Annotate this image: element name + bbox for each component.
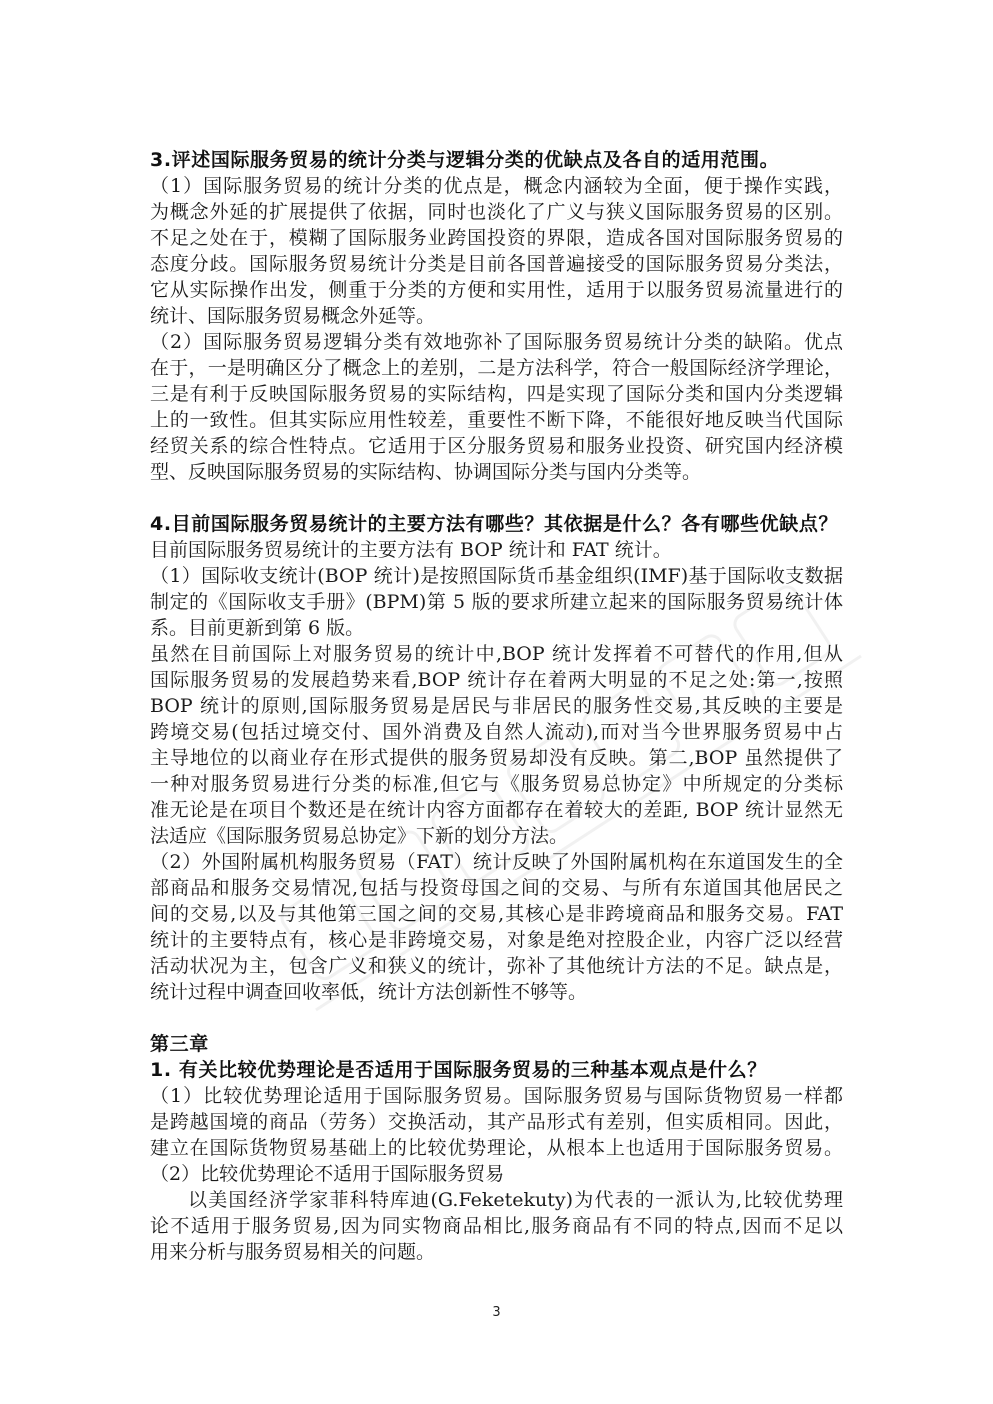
text-line: 准无论是在项目个数还是在统计内容方面都存在着较大的差距, BOP 统计显然无 xyxy=(150,799,843,821)
page-number: 3 xyxy=(492,1305,501,1320)
text-line: （2）国际服务贸易逻辑分类有效地弥补了国际服务贸易统计分类的缺陷。优点 xyxy=(150,331,843,353)
text-line: 上的一致性。但其实际应用性较差，重要性不断下降，不能很好地反映当代国际 xyxy=(150,409,843,431)
text-line: 型、反映国际服务贸易的实际结构、协调国际分类与国内分类等。 xyxy=(150,461,702,483)
text-line: 它从实际操作出发，侧重于分类的方便和实用性，适用于以服务贸易流量进行的 xyxy=(150,279,843,301)
text-line: 经贸关系的综合性特点。它适用于区分服务贸易和服务业投资、研究国内经济模 xyxy=(150,435,843,457)
text-line: 在于，一是明确区分了概念上的差别，二是方法科学，符合一般国际经济学理论， xyxy=(150,357,843,379)
text-line: 国际服务贸易的发展趋势来看,BOP 统计存在着两大明显的不足之处:第一,按照 xyxy=(150,669,843,691)
text-line: 目前国际服务贸易统计的主要方法有 BOP 统计和 FAT 统计。 xyxy=(150,539,672,561)
text-line: 三是有利于反映国际服务贸易的实际结构，四是实现了国际分类和国内分类逻辑 xyxy=(150,383,843,405)
text-line: 间的交易,以及与其他第三国之间的交易,其核心是非跨境商品和服务交易。FAT xyxy=(150,903,843,925)
text-line: 统计过程中调查回收率低，统计方法创新性不够等。 xyxy=(150,981,588,1003)
text-line: （1）国际服务贸易的统计分类的优点是，概念内涵较为全面，便于操作实践， xyxy=(150,175,843,197)
paragraph-gap xyxy=(150,485,843,511)
chapter-title: 第三章 xyxy=(150,1033,209,1055)
text-line: （2）外国附属机构服务贸易（FAT）统计反映了外国附属机构在东道国发生的全 xyxy=(150,851,843,873)
text-line: 部商品和服务交易情况,包括与投资母国之间的交易、与所有东道国其他居民之 xyxy=(150,877,843,899)
page-content xyxy=(150,147,843,1265)
text-line: 论不适用于服务贸易,因为同实物商品相比,服务商品有不同的特点,因而不足以 xyxy=(150,1215,843,1237)
section-heading: 3.评述国际服务贸易的统计分类与逻辑分类的优缺点及各自的适用范围。 xyxy=(150,149,780,171)
text-line: （1）国际收支统计(BOP 统计)是按照国际货币基金组织(IMF)基于国际收支数据 xyxy=(150,565,843,587)
text-line: BOP 统计的原则,国际服务贸易是居民与非居民的服务性交易,其反映的主要是 xyxy=(150,695,843,717)
text-line: 一种对服务贸易进行分类的标准,但它与《服务贸易总协定》中所规定的分类标 xyxy=(150,773,843,795)
text-line: 跨境交易(包括过境交付、国外消费及自然人流动),而对当今世界服务贸易中占 xyxy=(150,721,843,743)
text-line: 系。目前更新到第 6 版。 xyxy=(150,617,365,639)
text-line: 用来分析与服务贸易相关的问题。 xyxy=(150,1241,436,1263)
text-line: 建立在国际货物贸易基础上的比较优势理论，从根本上也适用于国际服务贸易。 xyxy=(150,1137,843,1159)
text-line: 法适应《国际服务贸易总协定》下新的划分方法。 xyxy=(150,825,569,847)
text-line: 统计的主要特点有，核心是非跨境交易，对象是绝对控股企业，内容广泛以经营 xyxy=(150,929,843,951)
text-line: 以美国经济学家菲科特库迪(G.Feketekuty)为代表的一派认为,比较优势理 xyxy=(188,1189,843,1211)
text-line: （1）比较优势理论适用于国际服务贸易。国际服务贸易与国际货物贸易一样都 xyxy=(150,1085,843,1107)
section-heading: 4.目前国际服务贸易统计的主要方法有哪些？其依据是什么？各有哪些优缺点？ xyxy=(150,513,839,535)
text-line: 虽然在目前国际上对服务贸易的统计中,BOP 统计发挥着不可替代的作用,但从 xyxy=(150,643,843,665)
question-heading: 1. 有关比较优势理论是否适用于国际服务贸易的三种基本观点是什么？ xyxy=(150,1059,767,1081)
paragraph-gap xyxy=(150,1005,843,1031)
text-line: 是跨越国境的商品（劳务）交换活动，其产品形式有差别，但实质相同。因此， xyxy=(150,1111,843,1133)
text-line: 态度分歧。国际服务贸易统计分类是目前各国普遍接受的国际服务贸易分类法， xyxy=(150,253,843,275)
text-line: （2）比较优势理论不适用于国际服务贸易 xyxy=(150,1163,505,1185)
text-line: 统计、国际服务贸易概念外延等。 xyxy=(150,305,436,327)
text-line: 不足之处在于，模糊了国际服务业跨国投资的界限，造成各国对国际服务贸易的 xyxy=(150,227,843,249)
text-line: 为概念外延的扩展提供了依据，同时也淡化了广义与狭义国际服务贸易的区别。 xyxy=(150,201,843,223)
text-line: 主导地位的以商业存在形式提供的服务贸易却没有反映。第二,BOP 虽然提供了 xyxy=(150,747,843,769)
text-line: 活动状况为主，包含广义和狭义的统计，弥补了其他统计方法的不足。缺点是， xyxy=(150,955,843,977)
text-line: 制定的《国际收支手册》(BPM)第 5 版的要求所建立起来的国际服务贸易统计体 xyxy=(150,591,843,613)
